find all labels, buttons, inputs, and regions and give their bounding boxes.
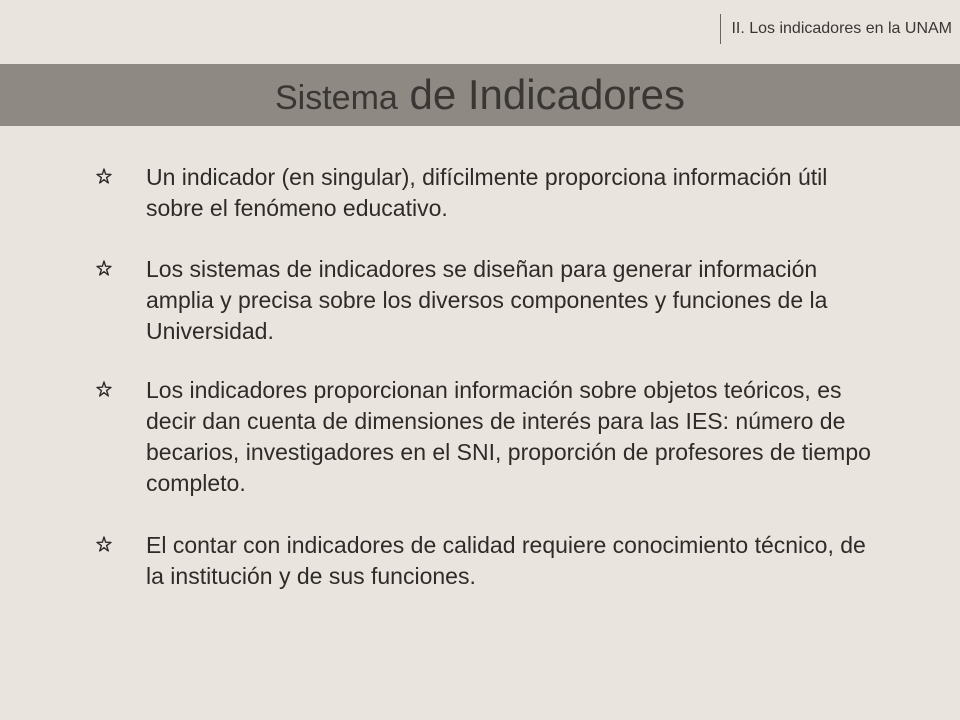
title-part-1: Sistema bbox=[274, 79, 398, 117]
bullet-text: Los indicadores proporcionan información sobre objetos teóricos, es decir dan cuenta de dimensiones de interés para las IES: número de becarios, investigadores en el SNI, proporción de profesores de tiempo completo. bbox=[146, 377, 871, 496]
title-part-2: de Indicadores bbox=[397, 71, 686, 118]
star-icon bbox=[96, 260, 112, 276]
star-icon bbox=[96, 168, 112, 184]
star-icon bbox=[96, 536, 112, 552]
section-label: II. Los indicadores en la UNAM bbox=[720, 14, 952, 44]
star-icon bbox=[96, 381, 112, 397]
bullet-text: El contar con indicadores de calidad requiere conocimiento técnico, de la institución y de sus funciones. bbox=[146, 532, 866, 589]
bullet-text: Un indicador (en singular), difícilmente proporciona información útil sobre el fenómeno educativo. bbox=[146, 164, 828, 221]
bullet-text: Los sistemas de indicadores se diseñan para generar información amplia y precisa sobre los diversos componentes y funciones de la Universidad. bbox=[146, 256, 828, 344]
slide-title bbox=[0, 64, 960, 126]
title-band bbox=[0, 64, 960, 126]
